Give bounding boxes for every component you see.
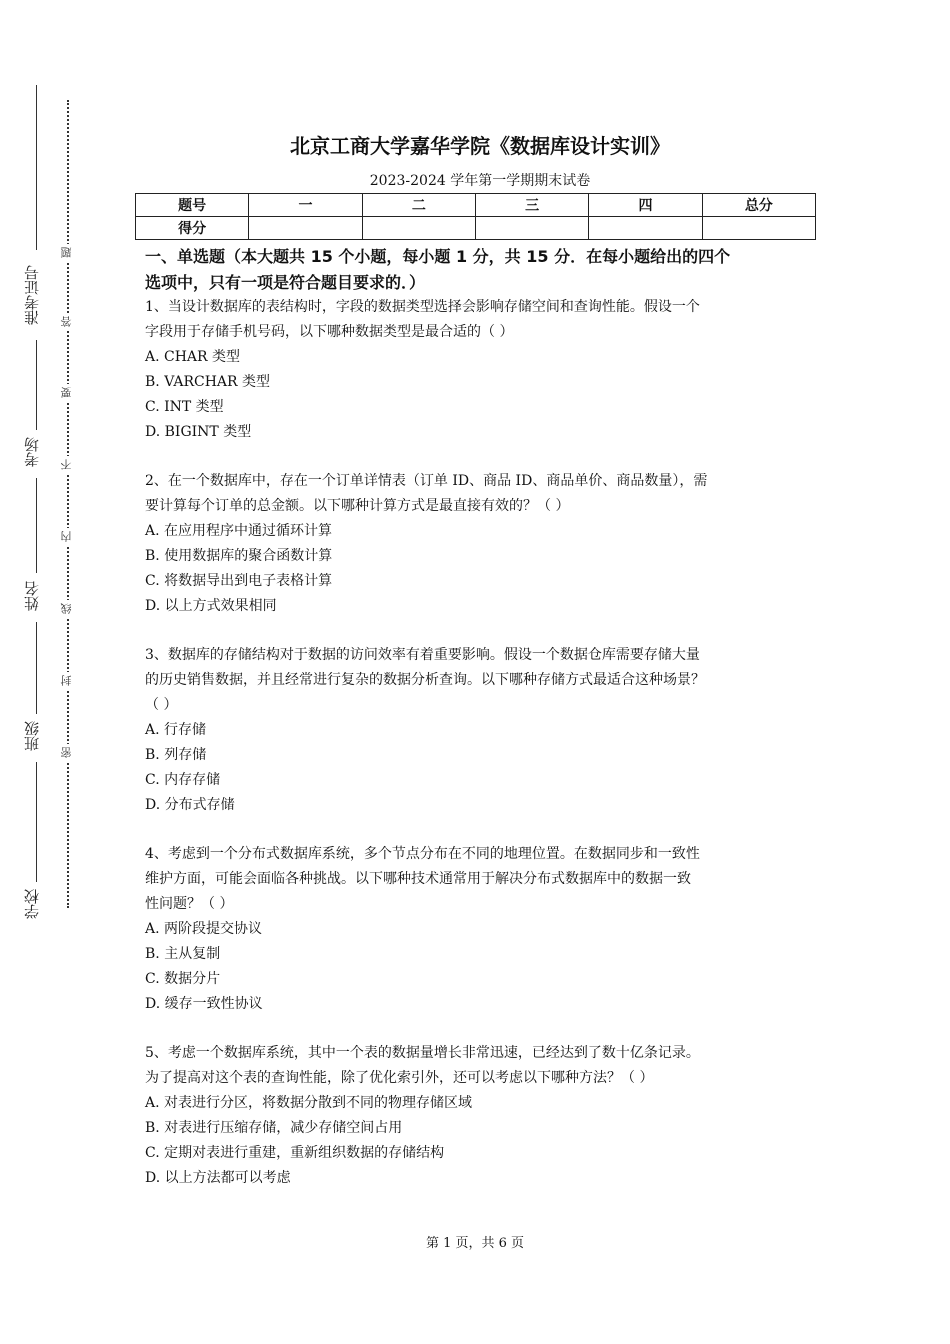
score-header-row	[136, 194, 816, 217]
option-d[interactable]: D. BIGINT 类型	[145, 424, 252, 440]
score-column-header: 二	[362, 194, 475, 217]
school-label: 学校	[23, 889, 41, 919]
option-a[interactable]: A. 在应用程序中通过循环计算	[145, 523, 333, 539]
exam-title: 北京工商大学嘉华学院《数据库设计实训》	[290, 134, 670, 158]
class-label: 班级	[23, 721, 41, 751]
option-b[interactable]: B. 列存储	[145, 747, 207, 763]
score-cell[interactable]	[249, 217, 362, 240]
class-fill-line	[36, 762, 37, 882]
seal-char: 题	[58, 244, 76, 262]
option-b[interactable]: B. VARCHAR 类型	[145, 374, 271, 390]
seal-char: 不	[58, 456, 76, 474]
section-heading-line: 选项中，只有一项是符合题目要求的．）	[145, 273, 426, 292]
question-3	[145, 643, 810, 818]
exam-id-fill-line	[36, 340, 37, 430]
score-cell[interactable]	[475, 217, 588, 240]
option-b[interactable]: B. 对表进行压缩存储，减少存储空间占用	[145, 1120, 403, 1136]
question-stem-line: （ ）	[145, 697, 178, 713]
option-a[interactable]: A. CHAR 类型	[145, 349, 241, 365]
score-value-row	[136, 217, 816, 240]
option-c[interactable]: C. INT 类型	[145, 399, 224, 415]
seal-char: 密	[58, 744, 76, 762]
score-row-label: 得分	[136, 217, 249, 240]
score-table	[135, 193, 816, 240]
option-d[interactable]: D. 缓存一致性协议	[145, 996, 263, 1012]
question-stem-line: 字段用于存储手机号码，以下哪种数据类型是最合适的（ ）	[145, 324, 514, 340]
question-stem-line: 5、考虑一个数据库系统，其中一个表的数据量增长非常迅速，已经达到了数十亿条记录。	[145, 1045, 700, 1061]
seal-char: 答	[58, 313, 76, 331]
score-cell[interactable]	[362, 217, 475, 240]
option-a[interactable]: A. 对表进行分区，将数据分散到不同的物理存储区域	[145, 1095, 473, 1111]
score-column-header: 一	[249, 194, 362, 217]
option-c[interactable]: C. 数据分片	[145, 971, 221, 987]
score-column-header: 总分	[702, 194, 815, 217]
section-heading	[145, 244, 815, 296]
page-number: 第 1 页，共 6 页	[425, 1236, 525, 1251]
score-cell[interactable]	[702, 217, 815, 240]
name-label: 姓名	[23, 581, 41, 611]
option-d[interactable]: D. 以上方法都可以考虑	[145, 1170, 291, 1186]
option-b[interactable]: B. 使用数据库的聚合函数计算	[145, 548, 333, 564]
option-c[interactable]: C. 内存存储	[145, 772, 221, 788]
option-d[interactable]: D. 分布式存储	[145, 797, 235, 813]
option-b[interactable]: B. 主从复制	[145, 946, 221, 962]
section-heading-line: 一、单选题（本大题共 15 个小题，每小题 1 分，共 15 分．在每小题给出的四个	[145, 247, 731, 266]
question-stem-line: 2、在一个数据库中，存在一个订单详情表（订单 ID、商品 ID、商品单价、商品数量），需	[145, 473, 708, 489]
question-stem-line: 维护方面，可能会面临各种挑战。以下哪种技术通常用于解决分布式数据库中的数据一致	[145, 871, 691, 887]
exam-room-fill-line	[36, 478, 37, 573]
exam-subtitle: 2023-2024 学年第一学期期末试卷	[369, 173, 591, 189]
seal-char: 要	[58, 384, 76, 402]
seal-char: 线	[58, 600, 76, 618]
score-column-header: 四	[589, 194, 702, 217]
question-2	[145, 469, 810, 619]
question-4	[145, 842, 810, 1017]
question-5	[145, 1041, 810, 1191]
exam-id-label: 准考证号	[23, 265, 41, 325]
option-d[interactable]: D. 以上方式效果相同	[145, 598, 277, 614]
margin-line	[36, 85, 37, 250]
option-c[interactable]: C. 定期对表进行重建，重新组织数据的存储结构	[145, 1145, 445, 1161]
question-stem-line: 要计算每个订单的总金额。以下哪种计算方式是最直接有效的？（ ）	[145, 498, 570, 514]
option-a[interactable]: A. 两阶段提交协议	[145, 921, 263, 937]
question-stem-line: 的历史销售数据，并且经常进行复杂的数据分析查询。以下哪种存储方式最适合这种场景？	[145, 672, 705, 688]
option-c[interactable]: C. 将数据导出到电子表格计算	[145, 573, 333, 589]
question-stem-line: 1、当设计数据库的表结构时，字段的数据类型选择会影响存储空间和查询性能。假设一个	[145, 299, 700, 315]
question-stem-line: 4、考虑到一个分布式数据库系统，多个节点分布在不同的地理位置。在数据同步和一致性	[145, 846, 700, 862]
question-list	[145, 295, 810, 1215]
seal-dotted-line	[67, 100, 69, 908]
question-stem-line: 3、数据库的存储结构对于数据的访问效率有着重要影响。假设一个数据仓库需要存储大量	[145, 647, 700, 663]
score-column-header: 三	[475, 194, 588, 217]
question-stem-line: 为了提高对这个表的查询性能，除了优化索引外，还可以考虑以下哪种方法？（ ）	[145, 1070, 654, 1086]
name-fill-line	[36, 622, 37, 714]
question-stem-line: 性问题？（ ）	[145, 896, 234, 912]
seal-char: 封	[58, 672, 76, 690]
score-cell[interactable]	[589, 217, 702, 240]
score-row-label: 题号	[136, 194, 249, 217]
option-a[interactable]: A. 行存储	[145, 722, 207, 738]
seal-char: 内	[58, 528, 76, 546]
question-1	[145, 295, 810, 445]
exam-room-label: 考场	[23, 437, 41, 467]
